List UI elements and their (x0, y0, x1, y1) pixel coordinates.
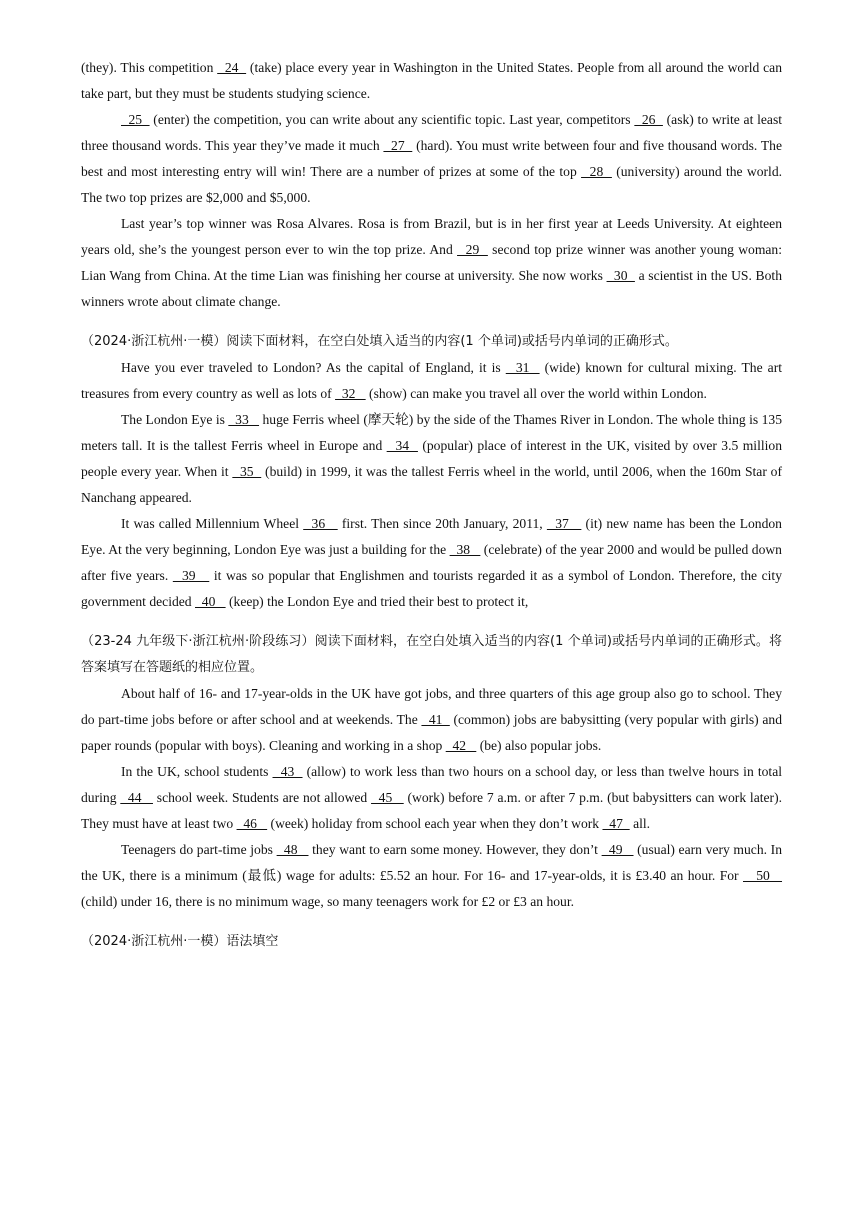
answer-blank: 39 (172, 568, 210, 583)
passage-paragraph (81, 837, 782, 915)
passage-paragraph (81, 681, 782, 759)
section-spacer (81, 315, 782, 329)
text-segment: (enter) the competition, you can write about any scientific topic. Last year, competitors (149, 112, 635, 127)
answer-blank: 29 (457, 242, 488, 257)
text-segment: they want to earn some money. However, they don’t (308, 842, 602, 857)
text-segment: second top prize winner was another young woman: Lian Wang from China. At the time Lian was finishing her course at university. She now works (81, 242, 783, 283)
answer-blank: 49 (601, 842, 634, 857)
section-heading (81, 629, 782, 681)
section-heading (81, 329, 782, 355)
document-page (81, 55, 782, 955)
text-segment: (hard). You must write between four and five thousand words. The best and most interesting entry will win! There are a number of prizes at some of the top (81, 138, 783, 179)
answer-blank: 50 (743, 868, 783, 883)
text-segment: (week) holiday from school each year when they don’t work (267, 816, 603, 831)
section-spacer (81, 915, 782, 929)
text-segment: (work) before 7 a.m. or after 7 p.m. (but babysitters can work later). They must have at least two (81, 790, 783, 831)
answer-blank: 27 (383, 138, 413, 153)
text-segment: (university) around the world. The two top prizes are $2,000 and $5,000. (81, 164, 783, 205)
text-segment: (be) also popular jobs. (476, 738, 602, 753)
answer-blank: 34 (386, 438, 418, 453)
text-segment: (take) place every year in Washington in the United States. People from all around the world can take part, but they must be students studying science. (81, 60, 783, 101)
text-segment: （23-24 九年级下·浙江杭州·阶段练习）阅读下面材料，在空白处填入适当的内容(1 个单词)或括号内单词的正确形式。将答案填写在答题纸的相应位置。 (81, 634, 782, 675)
text-segment: Have you ever traveled to London? As the capital of England, it is (121, 360, 506, 375)
text-segment: (ask) to write at least three thousand words. This year they’ve made it much (81, 112, 783, 153)
text-segment: huge Ferris wheel (摩天轮) by the side of the Thames River in London. The whole thing is 135 meters tall. It is the tallest Ferris wheel in Europe and (81, 412, 783, 453)
text-segment: Last year’s top winner was Rosa Alvares. Rosa is from Brazil, but is in her first year at Leeds University. At eighteen years old, she’s the youngest person ever to win the top prize. And (81, 216, 782, 257)
text-segment: it was so popular that Englishmen and tourists regarded it as a symbol of London. Therefore, the city government decided (81, 568, 782, 609)
answer-blank: 41 (421, 712, 450, 727)
answer-blank: 37 (546, 516, 582, 531)
text-segment: （2024·浙江杭州·一模）语法填空 (81, 934, 279, 949)
text-segment: The London Eye is (121, 412, 229, 427)
answer-blank: 43 (272, 764, 303, 779)
text-segment: (common) jobs are babysitting (very popular with girls) and paper rounds (popular with boys). Cleaning and working in a shop (81, 712, 783, 753)
answer-blank: 38 (449, 542, 481, 557)
section-heading (81, 929, 782, 955)
text-segment: school week. Students are not allowed (152, 790, 372, 805)
answer-blank: 32 (335, 386, 366, 401)
passage-paragraph (81, 107, 782, 211)
text-segment: all. (629, 816, 651, 831)
text-segment: (build) in 1999, it was the tallest Ferris wheel in the world, until 2006, when the 160m Star of Nanchang appeared. (81, 464, 782, 505)
text-segment: (show) can make you travel all over the world within London. (365, 386, 707, 401)
passage-paragraph (81, 55, 782, 107)
answer-blank: 33 (228, 412, 260, 427)
text-segment: In the UK, school students (121, 764, 273, 779)
answer-blank: 36 (303, 516, 338, 531)
answer-blank: 48 (276, 842, 309, 857)
answer-blank: 42 (445, 738, 477, 753)
text-segment: (child) under 16, there is no minimum wage, so many teenagers work for £2 or £3 an hour. (81, 894, 575, 909)
text-segment: (keep) the London Eye and tried their best to protect it, (225, 594, 529, 609)
text-segment: (allow) to work less than two hours on a school day, or less than twelve hours in total during (81, 764, 783, 805)
text-segment: Teenagers do part-time jobs (121, 842, 277, 857)
answer-blank: 35 (232, 464, 262, 479)
text-segment: a scientist in the US. Both winners wrote about climate change. (81, 268, 782, 309)
text-segment: It was called Millennium Wheel (121, 516, 304, 531)
answer-blank: 44 (120, 790, 153, 805)
answer-blank: 26 (634, 112, 663, 127)
text-segment: (it) new name has been the London Eye. At the very beginning, London Eye was just a building for the (81, 516, 782, 557)
text-segment: (popular) place of interest in the UK, visited by over 3.5 million people every year. When it (81, 438, 782, 479)
answer-blank: 30 (606, 268, 635, 283)
passage-paragraph (81, 211, 782, 315)
passage-paragraph (81, 355, 782, 407)
text-segment: (usual) earn very much. In the UK, there is a minimum (最低) wage for adults: £5.52 an hour. For 16- and 17-year-olds, it is £3.40 an hour. For (81, 842, 783, 883)
answer-blank: 24 (217, 60, 247, 75)
answer-blank: 28 (581, 164, 612, 179)
text-segment: (wide) known for cultural mixing. The art treasures from every country as well as lots of (81, 360, 783, 401)
answer-blank: 25 (121, 112, 150, 127)
passage-paragraph (81, 407, 782, 511)
text-segment: (they). This competition (81, 60, 218, 75)
answer-blank: 47 (602, 816, 630, 831)
text-segment: (celebrate) of the year 2000 and would be pulled down after five years. (81, 542, 782, 583)
answer-blank: 31 (505, 360, 540, 375)
text-segment: About half of 16- and 17-year-olds in the UK have got jobs, and three quarters of this age group also go to school. They do part-time jobs before or after school and at weekends. The (81, 686, 782, 727)
answer-blank: 46 (236, 816, 268, 831)
text-segment: （2024·浙江杭州·一模）阅读下面材料，在空白处填入适当的内容(1 个单词)或括号内单词的正确形式。 (81, 334, 678, 349)
text-segment: first. Then since 20th January, 2011, (337, 516, 547, 531)
answer-blank: 40 (195, 594, 226, 609)
passage-paragraph (81, 511, 782, 615)
section-spacer (81, 615, 782, 629)
answer-blank: 45 (371, 790, 404, 805)
passage-paragraph (81, 759, 782, 837)
